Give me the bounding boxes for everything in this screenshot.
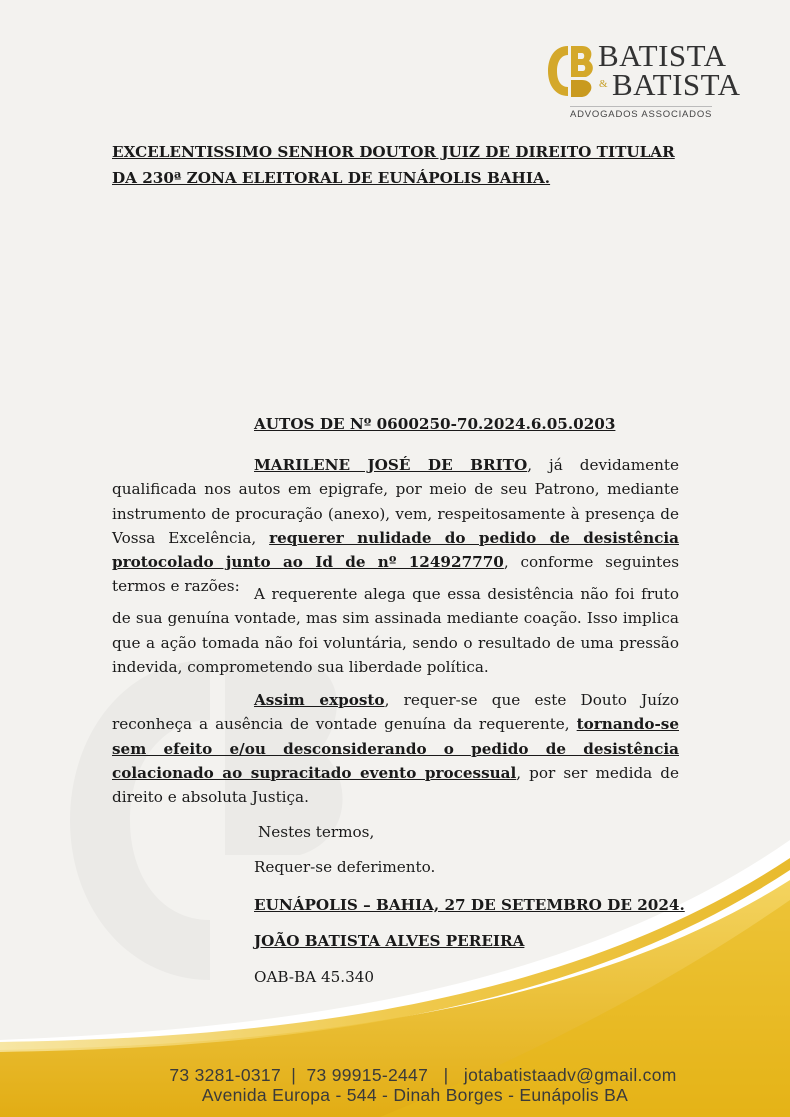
paragraph-text: , por ser medida de direito e absoluta Justiça. bbox=[112, 763, 679, 807]
place-date: EUNÁPOLIS – BAHIA, 27 DE SETEMBRO DE 2024. bbox=[254, 896, 685, 914]
bb-monogram-icon bbox=[544, 42, 596, 100]
case-number: AUTOS DE Nº 0600250-70.2024.6.05.0203 bbox=[254, 415, 616, 433]
logo-subtitle: ADVOGADOS ASSOCIADOS bbox=[570, 106, 712, 120]
paragraph-conclusion bbox=[112, 688, 679, 809]
closing-terms: Nestes termos, bbox=[258, 823, 375, 841]
petitioner-name: MARILENE JOSÉ DE BRITO bbox=[254, 456, 528, 474]
footer-address: Avenida Europa - 544 - Dinah Borges - Eunápolis BA bbox=[201, 1085, 629, 1105]
logo-line1: BATISTA bbox=[598, 38, 727, 73]
paragraph-text: , requer-se que este Douto Juízo reconheça a ausência de vontade genuína da requerente, bbox=[112, 691, 679, 734]
paragraph-text: , já devidamente qualificada nos autos em epigrafe, por meio de seu Patrono, mediante instrumento de procuração (anexo), vem, respeitosamente à presença de Vossa Excelência, bbox=[112, 456, 679, 547]
paragraph-text: , conforme seguintes termos e razões: bbox=[112, 553, 679, 596]
logo-ampersand: & bbox=[599, 78, 608, 90]
firm-logo bbox=[540, 40, 740, 122]
paragraph-text: A requerente alega que essa desistência não foi fruto de sua genuína vontade, mas sim assinada mediante coação. Isso implica que a ação tomada não foi voluntária, sendo o resultado de uma pressão indevida, comprometendo sua liberdade política. bbox=[112, 585, 679, 676]
footer-contacts: 73 3281-0317 | 73 99915-2447 | jotabatistaadv@gmail.com bbox=[169, 1065, 677, 1085]
oab-number: OAB-BA 45.340 bbox=[254, 968, 375, 986]
request-highlight: requerer nulidade do pedido de desistência protocolado junto ao Id de nº 124927770 bbox=[112, 528, 679, 572]
conclusion-emphasis: tornando-se sem efeito e/ou desconsiderando o pedido de desistência colacionado ao supracitado evento processual bbox=[112, 715, 679, 782]
paragraph-petition bbox=[112, 453, 679, 599]
closing-request: Requer-se deferimento. bbox=[254, 858, 436, 876]
lawyer-name: JOÃO BATISTA ALVES PEREIRA bbox=[254, 932, 525, 950]
logo-line2: BATISTA bbox=[612, 67, 741, 102]
conclusion-lead: Assim exposto bbox=[254, 691, 385, 709]
paragraph-allegation bbox=[112, 582, 679, 679]
addressee-heading: EXCELENTISSIMO SENHOR DOUTOR JUIZ DE DIREITO TITULAR DA 230ª ZONA ELEITORAL DE EUNÁPOLIS BAHIA. bbox=[112, 143, 675, 187]
